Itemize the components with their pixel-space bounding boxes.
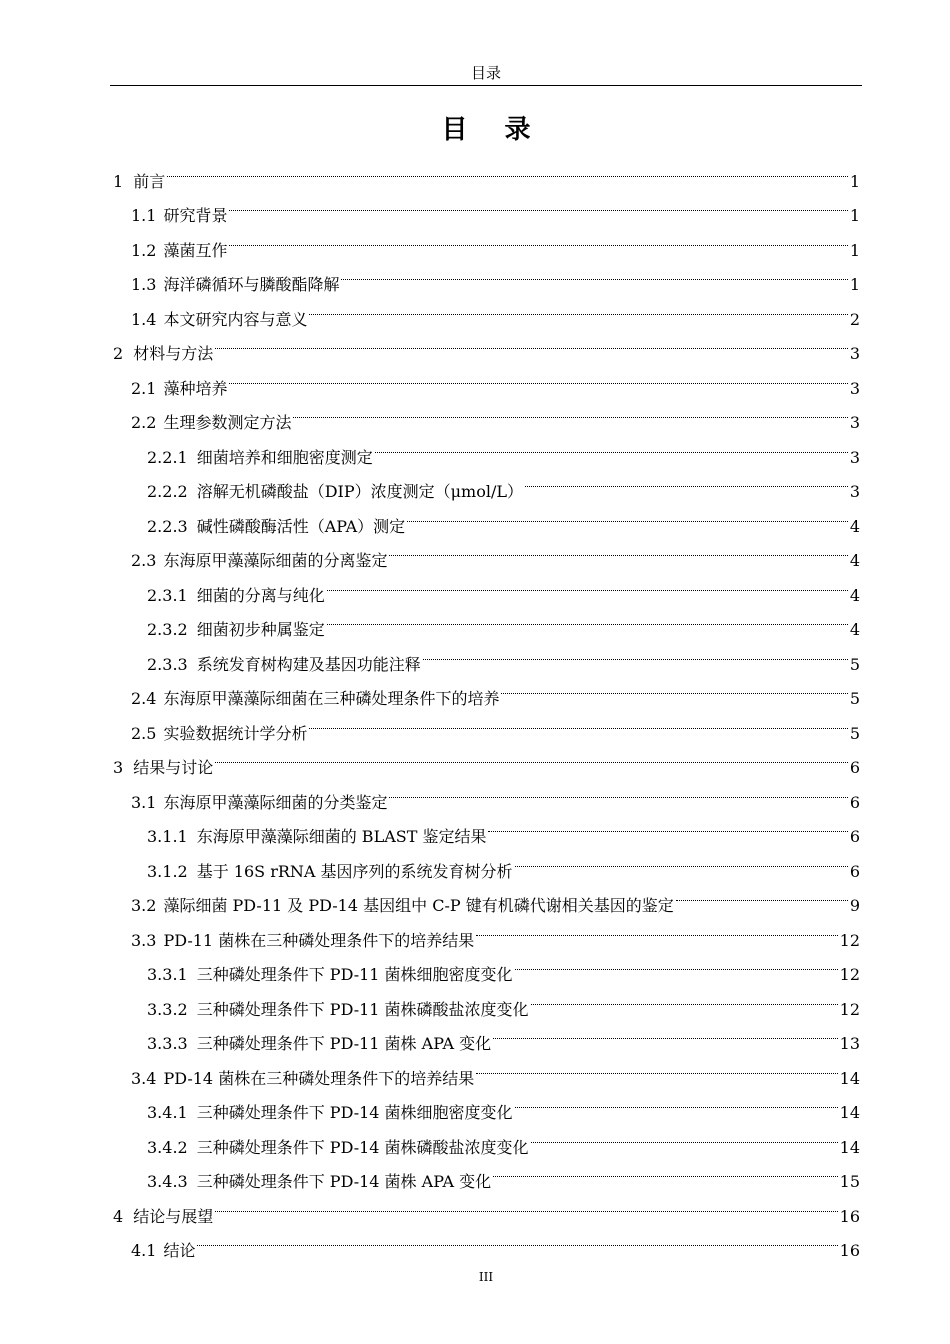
toc-entry-number: 4 [113,1206,124,1226]
toc-entry-page: 1 [849,240,860,260]
toc-dot-leader [327,601,848,636]
toc-entry-title: 三种磷处理条件下 PD-11 菌株 APA 变化 [196,1034,492,1053]
toc-entry-page: 16 [839,1241,860,1260]
toc-dot-leader [389,532,847,567]
toc-entry-number: 2.5 [131,723,157,743]
toc-entry-title: 系统发育树构建及基因功能注释 [196,654,421,674]
toc-entry-page: 3 [849,482,860,501]
toc-entry-title: 三种磷处理条件下 PD-14 菌株细胞密度变化 [196,1103,513,1122]
toc-dot-leader [197,1222,837,1257]
toc-entry-page: 1 [849,206,860,225]
toc-dot-leader [531,980,838,1015]
toc-dot-leader [309,704,847,739]
toc-entry-number: 3.4.2 [147,1137,188,1157]
toc-entry-title: 本文研究内容与意义 [163,309,308,329]
toc-entry-title: 基于 16S rRNA 基因序列的系统发育树分析 [196,861,513,881]
toc-entry-page: 14 [839,1137,860,1157]
toc-entry-number: 3.1 [131,792,157,812]
toc-entry-page: 1 [849,275,860,294]
toc-entry-number: 4.1 [131,1241,157,1260]
toc-entry-number: 2.3.1 [147,585,188,605]
toc-entry-page: 6 [849,827,860,846]
toc-entry-page: 9 [849,896,860,915]
toc-dot-leader [531,1118,838,1153]
toc-entry-number: 2.4 [131,689,157,708]
toc-entry-title: 细菌初步种属鉴定 [196,620,325,639]
toc-entry-page: 13 [839,1034,860,1053]
toc-dot-leader [229,221,847,256]
toc-dot-leader [341,256,847,291]
toc-entry-page: 12 [839,965,860,984]
toc-entry-title: 细菌培养和细胞密度测定 [196,447,373,467]
toc-dot-leader [327,566,848,601]
toc-entry-number: 3.2 [131,896,157,915]
toc-entry[interactable] [113,739,860,777]
toc-title: 目 录 [441,115,545,145]
toc-entry-page: 12 [839,930,860,950]
toc-entry[interactable] [113,187,860,225]
toc-entry-page: 4 [849,620,860,639]
toc-entry-page: 2 [849,309,860,329]
toc-entry-page: 3 [849,344,860,363]
toc-entry[interactable] [113,359,860,398]
toc-entry-number: 2.2.2 [147,482,188,501]
toc-dot-leader [215,1187,837,1222]
toc-entry-page: 14 [839,1068,860,1088]
toc-entry-title: 藻种培养 [163,378,228,398]
page-number: III [478,1270,494,1284]
toc-entry-title: 海洋磷循环与膦酸酯降解 [163,275,340,294]
toc-entry-page: 6 [849,792,860,812]
toc-entry-number: 1.4 [131,309,157,329]
toc-entry-title: 溶解无机磷酸盐（DIP）浓度测定（μmol/L） [196,482,523,501]
toc-entry-title: 东海原甲藻藻际细菌的分离鉴定 [163,551,388,570]
toc-dot-leader [488,808,847,843]
toc-dot-leader [501,670,847,705]
toc-entry-number: 2 [113,344,124,363]
toc-dot-leader [476,911,837,946]
toc-entry-title: 结果与讨论 [133,758,214,777]
toc-dot-leader [375,428,848,463]
toc-dot-leader [229,359,847,394]
toc-entry-number: 3.1.1 [147,827,188,846]
toc-dot-leader [525,463,848,498]
toc-entry-title: 生理参数测定方法 [163,413,292,432]
toc-entry-title: 实验数据统计学分析 [163,723,308,743]
toc-entry-title: 细菌的分离与纯化 [196,585,325,605]
toc-entry-number: 3 [113,758,124,777]
toc-entry-page: 6 [849,861,860,881]
toc-entry[interactable] [113,152,860,191]
toc-dot-leader [167,152,848,187]
toc-dot-leader [215,325,848,360]
toc-entry-page: 4 [849,551,860,570]
toc-entry-title: 三种磷处理条件下 PD-14 菌株磷酸盐浓度变化 [196,1137,529,1157]
toc-dot-leader [309,290,847,325]
toc-entry-page: 3 [849,447,860,467]
toc-entry[interactable] [113,1222,860,1260]
toc-entry-number: 2.2 [131,413,157,432]
toc-entry-number: 3.3.2 [147,999,188,1019]
toc-entry-title: 三种磷处理条件下 PD-14 菌株 APA 变化 [196,1172,492,1191]
toc-entry-page: 16 [839,1206,860,1226]
toc-dot-leader [493,1015,838,1050]
toc-entry-title: PD-11 菌株在三种磷处理条件下的培养结果 [163,930,475,950]
toc-entry-page: 4 [849,516,860,536]
toc-entry-title: 研究背景 [163,206,228,225]
toc-entry-page: 4 [849,585,860,605]
toc-entry-page: 14 [839,1103,860,1122]
toc-dot-leader [423,635,848,670]
toc-dot-leader [476,1049,837,1084]
toc-entry-number: 2.1 [131,378,157,398]
table-of-contents [113,152,860,1260]
toc-entry-number: 1 [113,171,124,191]
toc-entry-number: 3.4 [131,1068,157,1088]
toc-entry-page: 5 [849,689,860,708]
toc-entry[interactable] [113,773,860,812]
toc-entry-title: 前言 [133,171,166,191]
toc-entry-number: 3.1.2 [147,861,188,881]
toc-entry-number: 1.1 [131,206,157,225]
toc-entry-number: 3.4.3 [147,1172,188,1191]
toc-dot-leader [215,739,848,774]
toc-entry-title: 结论与展望 [133,1206,214,1226]
toc-entry-page: 5 [849,723,860,743]
toc-entry-page: 3 [849,378,860,398]
toc-entry-title: 东海原甲藻藻际细菌在三种磷处理条件下的培养 [163,689,500,708]
toc-entry-number: 3.3 [131,930,157,950]
toc-entry-number: 3.3.1 [147,965,188,984]
toc-dot-leader [293,394,847,429]
toc-dot-leader [676,877,848,912]
toc-entry-page: 15 [839,1172,860,1191]
toc-entry-title: PD-14 菌株在三种磷处理条件下的培养结果 [163,1068,475,1088]
toc-entry-page: 1 [849,171,860,191]
toc-entry-number: 2.3 [131,551,157,570]
toc-entry-title: 藻菌互作 [163,240,228,260]
running-header: 目录 [470,64,501,82]
toc-entry-title: 藻际细菌 PD-11 及 PD-14 基因组中 C-P 键有机磷代谢相关基因的鉴定 [163,896,674,915]
toc-entry[interactable] [113,1187,860,1226]
toc-entry-page: 6 [849,758,860,777]
toc-entry[interactable] [113,325,860,363]
toc-dot-leader [515,946,838,981]
toc-dot-leader [515,1084,838,1119]
toc-dot-leader [515,842,848,877]
toc-entry-number: 1.3 [131,275,157,294]
toc-entry-title: 东海原甲藻藻际细菌的 BLAST 鉴定结果 [196,827,487,846]
toc-entry-number: 2.2.1 [147,447,188,467]
toc-entry-number: 3.3.3 [147,1034,188,1053]
toc-entry-title: 碱性磷酸酶活性（APA）测定 [196,516,406,536]
toc-entry-title: 结论 [163,1241,196,1260]
toc-entry-title: 东海原甲藻藻际细菌的分类鉴定 [163,792,388,812]
toc-entry-title: 材料与方法 [133,344,214,363]
toc-entry-number: 3.4.1 [147,1103,188,1122]
toc-entry-title: 三种磷处理条件下 PD-11 菌株磷酸盐浓度变化 [196,999,529,1019]
toc-dot-leader [493,1153,838,1188]
toc-entry-page: 12 [839,999,860,1019]
toc-entry-title: 三种磷处理条件下 PD-11 菌株细胞密度变化 [196,965,513,984]
toc-entry-number: 1.2 [131,240,157,260]
toc-dot-leader [407,497,848,532]
header-rule [110,85,862,86]
toc-entry-number: 2.3.2 [147,620,188,639]
toc-entry-number: 2.3.3 [147,654,188,674]
toc-entry-page: 3 [849,413,860,432]
toc-dot-leader [389,773,847,808]
toc-entry-number: 2.2.3 [147,516,188,536]
toc-dot-leader [229,187,847,222]
toc-entry-page: 5 [849,654,860,674]
